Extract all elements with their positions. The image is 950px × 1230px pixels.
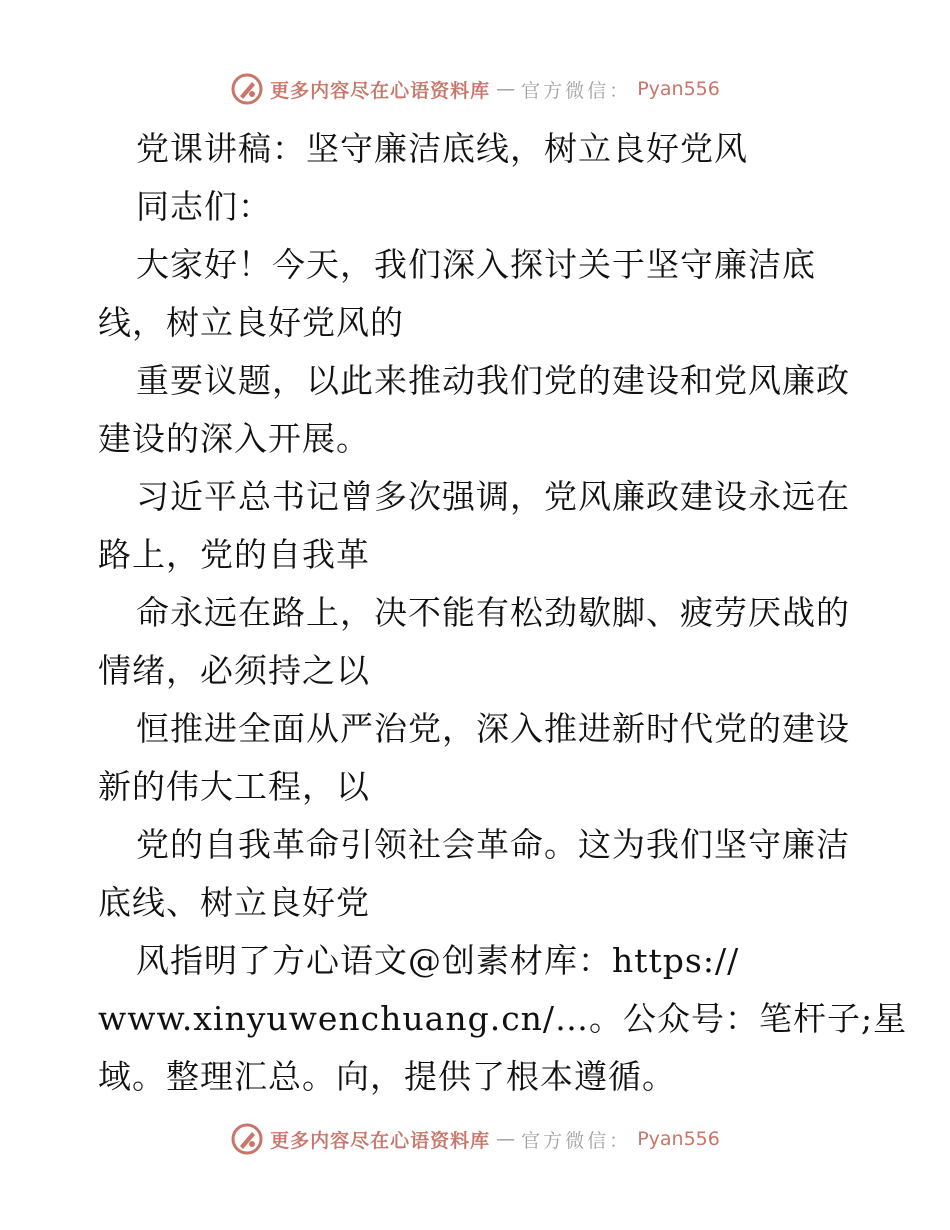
watermark-wechat-id: Pyan556	[637, 78, 720, 100]
text-line: 线，树立良好党风的	[98, 303, 404, 342]
text-line: www.xinyuwenchuang.cn/…。公众号：笔杆子;星	[98, 999, 908, 1038]
watermark-separator: —	[496, 78, 516, 100]
text-line: 习近平总书记曾多次强调，党风廉政建设永远在	[136, 477, 850, 516]
watermark-sub-text: 官方微信：	[521, 1129, 632, 1152]
pen-nib-logo-icon	[230, 1122, 264, 1156]
watermark-main-text: 更多内容尽在心语资料库	[270, 79, 491, 102]
watermark-sub-text: 官方微信：	[521, 79, 632, 102]
watermark-separator: —	[496, 1128, 516, 1150]
text-line: 风指明了方心语文@创素材库：https://	[136, 941, 740, 980]
text-line: 建设的深入开展。	[98, 419, 370, 458]
watermark-wechat-id: Pyan556	[637, 1128, 720, 1150]
text-line: 恒推进全面从严治党，深入推进新时代党的建设	[136, 709, 850, 748]
text-line: 情绪，必须持之以	[98, 651, 370, 690]
salutation: 同志们：	[136, 187, 272, 226]
footer-watermark	[0, 1122, 950, 1156]
text-line: 命永远在路上，决不能有松劲歇脚、疲劳厌战的	[136, 593, 850, 632]
header-watermark	[0, 72, 950, 106]
watermark-main-text: 更多内容尽在心语资料库	[270, 1129, 491, 1152]
pen-nib-logo-icon	[230, 72, 264, 106]
text-line: 路上，党的自我革	[98, 535, 370, 574]
document-title: 党课讲稿：坚守廉洁底线，树立良好党风	[136, 129, 748, 168]
text-line: 大家好！今天，我们深入探讨关于坚守廉洁底	[136, 245, 816, 284]
text-line: 底线、树立良好党	[98, 883, 370, 922]
document-body	[98, 120, 908, 1106]
text-line: 党的自我革命引领社会革命。这为我们坚守廉洁	[136, 825, 850, 864]
text-line: 域。整理汇总。向，提供了根本遵循。	[98, 1057, 676, 1096]
text-line: 新的伟大工程，以	[98, 767, 370, 806]
text-line: 重要议题，以此来推动我们党的建设和党风廉政	[136, 361, 850, 400]
